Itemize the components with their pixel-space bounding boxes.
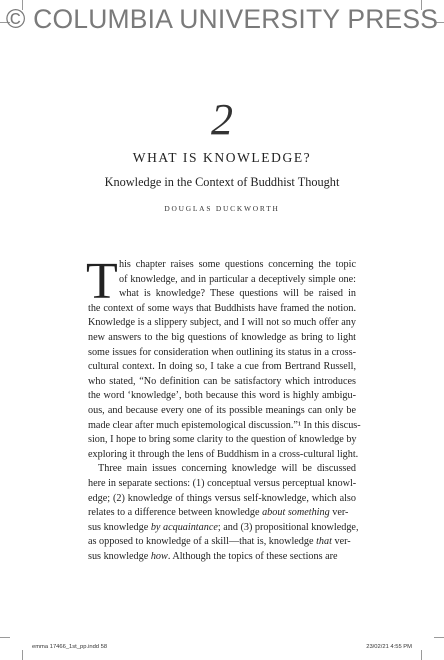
body-line: some issues for consideration when outlining its status in a cross- (88, 346, 356, 358)
body-line: exploring it through the lens of Buddhism in a cross-cultural light. (88, 448, 359, 460)
body-italic-run: how (150, 550, 168, 562)
body-line-mixed (88, 521, 359, 536)
body-line: of knowledge, and in particular a deceptively simple one: (119, 273, 356, 285)
body-line: his chapter raises some questions concerning the topic (119, 259, 356, 270)
body-text-run: ver- (332, 507, 349, 519)
body-text-run: sus knowledge (88, 521, 149, 533)
copyright-watermark: © COLUMBIA UNIVERSITY PRESS (5, 4, 439, 34)
chapter-subtitle: Knowledge in the Context of Buddhist Thought (104, 175, 340, 189)
body-line-mixed (88, 535, 356, 550)
body-line: the context of some ways that Buddhists have framed the notion. (88, 302, 356, 314)
body-line: cultural context. In doing so, I take a cue from Bertrand Russell, (88, 361, 356, 373)
body-line: Three main issues concerning knowledge will be discussed (98, 463, 356, 475)
body-line: new answers to the big questions of knowledge as bring to light (88, 331, 356, 343)
body-line-mixed (88, 550, 356, 565)
body-line: the word ‘knowledge’, both because this word is highly ambigu- (88, 390, 356, 402)
body-line: made clear after much epistemological discussion.”¹ In this discus- (88, 419, 361, 431)
footer-file-info: emma 17466_1st_pp.indd 58 (32, 644, 108, 650)
crop-mark (22, 650, 23, 660)
crop-mark (434, 637, 444, 638)
chapter-title: WHAT IS KNOWLEDGE? (132, 150, 312, 165)
body-line: ous, and because every one of its possible meanings can only be (88, 404, 356, 416)
body-line: who stated, “No definition can be satisfactory which introduces (88, 375, 356, 387)
drop-cap: T (86, 253, 118, 310)
crop-mark (0, 637, 10, 638)
chapter-number: 2 (211, 95, 233, 144)
footer-timestamp: 23/02/21 4:55 PM (366, 644, 412, 650)
body-text-run: relates to a difference between knowledge (88, 507, 260, 519)
body-text-run: ; and (3) propositional knowledge, (217, 521, 359, 533)
body-line: Knowledge is a slippery subject, and I will not so much offer any (88, 317, 356, 329)
chapter-body (86, 253, 361, 564)
chapter-author: DOUGLAS DUCKWORTH (164, 204, 280, 213)
body-italic-run: by acquaintance (150, 521, 218, 533)
body-text-run: as opposed to knowledge of a skill—that is, knowledge (88, 536, 314, 548)
body-line-mixed (88, 506, 356, 521)
body-line: edge; (2) knowledge of things versus self-knowledge, which also (88, 492, 356, 504)
body-italic-run: that (316, 536, 332, 548)
body-text-run: ver- (334, 536, 351, 548)
body-line: sion, I hope to bring some clarity to the question of knowledge by (88, 434, 357, 446)
body-text-run: . Although the topics of these sections are (167, 550, 338, 562)
body-text-run: sus knowledge (88, 550, 149, 562)
body-line: here in separate sections: (1) conceptual versus perceptual knowl- (88, 477, 357, 489)
body-line: what is knowledge? These questions will be raised in (119, 288, 356, 300)
body-italic-run: about something (262, 507, 330, 519)
crop-mark (421, 650, 422, 660)
